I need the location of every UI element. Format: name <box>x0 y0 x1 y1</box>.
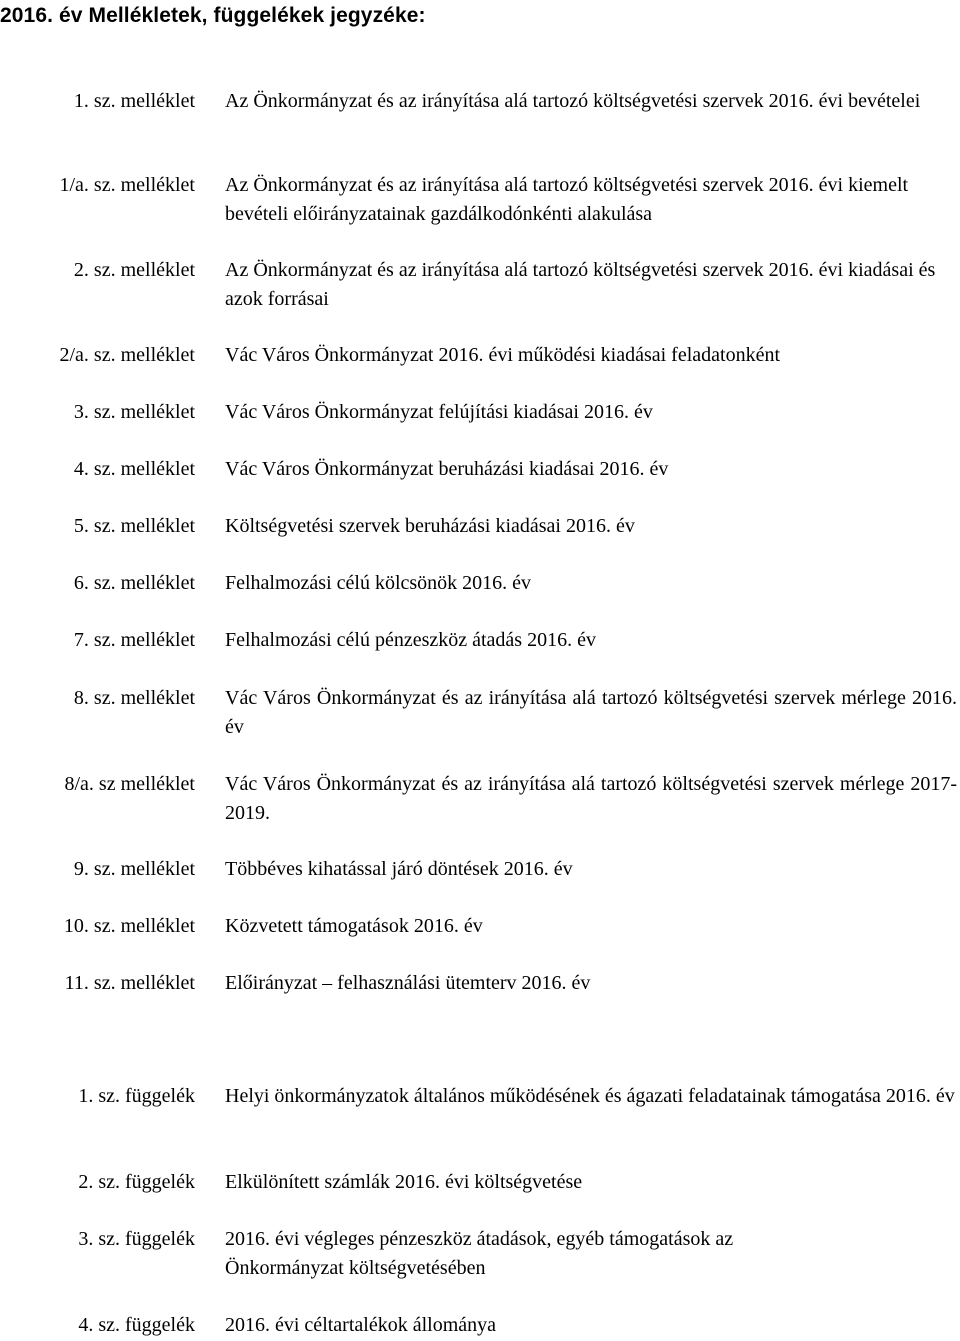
item-description: Az Önkormányzat és az irányítása alá tartozó költségvetési szervek 2016. évi kiadásai és azok forrásai <box>225 259 936 310</box>
item-label: 3. sz. melléklet <box>73 401 195 423</box>
item-label: 11. sz. melléklet <box>64 972 195 994</box>
item-label: 2. sz. függelék <box>78 1171 195 1193</box>
item-label: 2. sz. melléklet <box>73 259 195 281</box>
item-description: Közvetett támogatások 2016. év <box>225 915 483 937</box>
item-description: 2016. évi végleges pénzeszköz átadások, egyéb támogatások az Önkormányzat költségvetésében <box>225 1228 734 1279</box>
item-label: 3. sz. függelék <box>78 1228 195 1250</box>
item-description: Vác Város Önkormányzat felújítási kiadásai 2016. év <box>225 401 653 423</box>
item-label: 6. sz. melléklet <box>73 572 195 594</box>
item-label: 2/a. sz. melléklet <box>59 344 195 366</box>
item-description: Vác Város Önkormányzat és az irányítása alá tartozó költségvetési szervek mérlege 2017-2019. <box>225 773 957 824</box>
item-description: Helyi önkormányzatok általános működésének és ágazati feladatainak támogatása 2016. év <box>225 1085 955 1107</box>
item-description: Felhalmozási célú pénzeszköz átadás 2016. év <box>225 629 596 651</box>
page-title: 2016. év Mellékletek, függelékek jegyzéke: <box>0 4 426 27</box>
item-label: 10. sz. melléklet <box>63 915 195 937</box>
item-label: 8. sz. melléklet <box>73 687 195 709</box>
item-label: 9. sz. melléklet <box>73 858 195 880</box>
item-description: Az Önkormányzat és az irányítása alá tartozó költségvetési szervek 2016. évi kiemelt bevételi előirányzatainak gazdálkodónkénti alakulása <box>225 174 909 225</box>
item-description: Vác Város Önkormányzat és az irányítása alá tartozó költségvetési szervek mérlege 2016. év <box>225 687 957 738</box>
item-label: 1/a. sz. melléklet <box>59 174 195 196</box>
item-description: Többéves kihatással járó döntések 2016. év <box>225 858 573 880</box>
item-label: 7. sz. melléklet <box>73 629 195 651</box>
item-description: Költségvetési szervek beruházási kiadásai 2016. év <box>225 515 635 537</box>
item-description: Az Önkormányzat és az irányítása alá tartozó költségvetési szervek 2016. évi bevételei <box>225 90 921 112</box>
item-label: 1. sz. függelék <box>78 1085 195 1107</box>
item-label: 4. sz. függelék <box>78 1314 195 1336</box>
item-label: 1. sz. melléklet <box>73 90 195 112</box>
item-label: 8/a. sz melléklet <box>64 773 195 795</box>
item-description: Előirányzat – felhasználási ütemterv 2016. év <box>225 972 591 994</box>
item-description: Felhalmozási célú kölcsönök 2016. év <box>225 572 532 594</box>
item-description: Elkülönített számlák 2016. évi költségvetése <box>225 1171 583 1193</box>
item-description: 2016. évi céltartalékok állománya <box>225 1314 497 1336</box>
item-label: 4. sz. melléklet <box>73 458 195 480</box>
item-label: 5. sz. melléklet <box>73 515 195 537</box>
item-description: Vác Város Önkormányzat beruházási kiadásai 2016. év <box>225 458 669 480</box>
item-description: Vác Város Önkormányzat 2016. évi működési kiadásai feladatonként <box>225 344 781 366</box>
